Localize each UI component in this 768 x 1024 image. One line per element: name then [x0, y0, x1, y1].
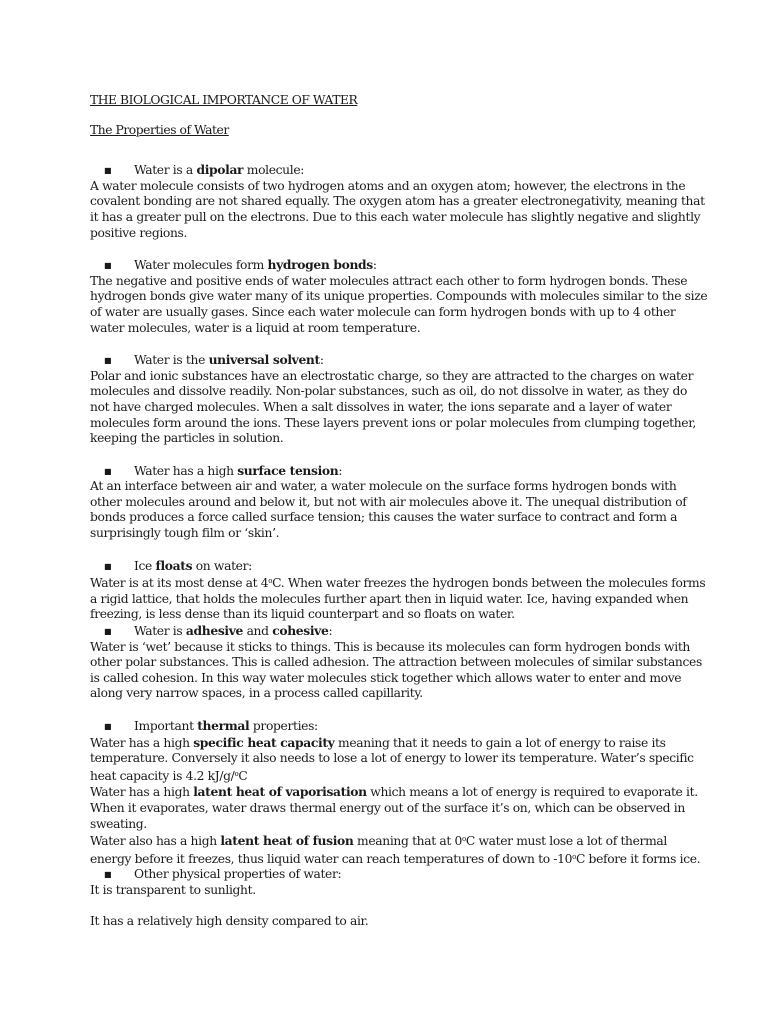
key-term: floats [155, 557, 193, 573]
bullet-icon: ■ [104, 261, 112, 271]
text-run: which means a lot of energy is required to evaporate it. When it evaporates, water draws thermal energy out of the surface it’s on, which can be observed in sweating. [90, 785, 698, 831]
property-surface-tension [90, 463, 708, 542]
heading-text: on water: [192, 558, 252, 573]
key-term: cohesive [272, 623, 329, 639]
paragraph-latent-vaporisation [90, 784, 708, 832]
paragraph-latent-fusion [90, 832, 708, 867]
bullet-heading [90, 257, 708, 274]
text-run: Water also has a high [90, 834, 221, 849]
section-title: The Properties of Water [90, 122, 229, 137]
bullet-heading [90, 162, 708, 179]
text-run: Water has a high [90, 735, 194, 750]
heading-text: properties: [249, 719, 318, 733]
heading-text: molecule: [243, 163, 305, 178]
degree-mark: o [268, 577, 273, 586]
heading-text: : [338, 463, 343, 478]
bullet-heading [90, 463, 708, 480]
key-term: hydrogen bonds [267, 257, 373, 273]
degree-mark: o [234, 769, 239, 778]
heading-text: : [372, 258, 377, 273]
paragraph-specific-heat [90, 735, 708, 785]
text-run: Water is at its most dense at 4 [90, 576, 269, 591]
key-term: thermal [197, 718, 250, 733]
paragraph: It is transparent to sunlight. [90, 882, 256, 897]
key-term: specific heat capacity [193, 734, 335, 750]
degree-mark: o [461, 835, 466, 844]
text-run: meaning that it needs to gain a lot of energy to raise its temperature. Conversely it also needs to lose a lot of energy to lower its temperature. Water’s specific heat capacity is 4.2 kJ/g/ [90, 735, 694, 783]
text-run: C before it forms ice. [575, 851, 701, 866]
heading-text: : [319, 353, 324, 368]
heading-text: Ice [134, 558, 156, 573]
bullet-icon: ■ [104, 466, 112, 476]
paragraph: It has a relatively high density compared to air. [90, 913, 369, 928]
heading-text: Water molecules form [134, 258, 268, 273]
heading-text: Other physical properties of water: [134, 867, 342, 882]
property-hydrogen-bonds [90, 257, 708, 336]
paragraph: Water is ‘wet’ because it sticks to things. This is because its molecules can form hydrogen bonds with other polar substances. This is called adhesion. The attraction between molecules of similar substances is called cohesion. In this way water molecules stick together which allows water to enter and move along very narrow spaces, in a process called capillarity. [90, 639, 702, 701]
property-ice-floats [90, 558, 708, 623]
property-other [90, 867, 708, 929]
heading-text: Water is the [134, 353, 209, 368]
property-universal-solvent [90, 352, 708, 447]
heading-text: Water has a high [134, 463, 238, 478]
spacer [90, 899, 708, 914]
property-adhesive-cohesive [90, 623, 708, 702]
key-term: latent heat of vaporisation [193, 784, 367, 800]
bullet-heading [90, 867, 708, 883]
paragraph: The negative and positive ends of water molecules attract each other to form hydrogen bonds. These hydrogen bonds give water many of its unique properties. Compounds with molecules similar to the size of water are usually gases. Since each water molecule can form hydrogen bonds with up to 4 other water molecules, water is a liquid at room temperature. [90, 273, 708, 335]
bullet-icon: ■ [104, 561, 112, 571]
bullet-heading [90, 623, 708, 640]
key-term: dipolar [196, 162, 244, 178]
bullet-heading [90, 718, 708, 735]
key-term: surface tension [237, 462, 339, 478]
bullet-icon: ■ [104, 722, 112, 731]
degree-mark: o [572, 852, 576, 861]
bullet-heading [90, 352, 708, 369]
bullet-icon: ■ [104, 870, 112, 880]
paragraph: A water molecule consists of two hydrogen atoms and an oxygen atom; however, the electrons in the covalent bonding are not shared equally. The oxygen atom has a greater electronegativity, meaning that it has a greater pull on the electrons. Due to this each water molecule has slightly negative and slightly positive regions. [90, 178, 705, 240]
key-term: universal solvent [208, 352, 320, 368]
property-dipolar [90, 162, 708, 241]
text-run: C water must lose a lot of thermal energy before it freezes, thus liquid water can reach temperatures of down to -10 [90, 834, 667, 866]
key-term: adhesive [185, 623, 244, 639]
heading-text: : [328, 624, 333, 639]
heading-text: and [243, 624, 273, 639]
heading-text: Water is a [134, 163, 197, 178]
bullet-heading [90, 558, 708, 575]
property-thermal [90, 718, 708, 867]
text-run: Water has a high [90, 785, 194, 800]
key-term: latent heat of fusion [220, 833, 354, 849]
heading-text: Important [134, 719, 198, 733]
bullet-icon: ■ [104, 356, 112, 366]
bullet-icon: ■ [104, 627, 112, 637]
bullet-icon: ■ [104, 166, 112, 176]
heading-text: Water is [134, 624, 186, 639]
document-title: THE BIOLOGICAL IMPORTANCE OF WATER [90, 93, 358, 107]
paragraph [90, 574, 708, 623]
text-run: C. When water freezes the hydrogen bonds between the molecules forms a rigid lattice, that holds the molecules further apart then in liquid water. Ice, having expanded when freezing, is less dense than its liquid counterpart and so floats on water. [90, 576, 706, 622]
text-run: C [238, 768, 248, 783]
paragraph: At an interface between air and water, a water molecule on the surface forms hydrogen bonds with other molecules around and below it, but not with air molecules above it. The unequal distribution of bonds produces a force called surface tension; this causes the water surface to contract and form a surprisingly tough film or ‘skin’. [90, 479, 687, 541]
text-run: meaning that at 0 [353, 834, 462, 849]
paragraph: Polar and ionic substances have an electrostatic charge, so they are attracted to the charges on water molecules and dissolve readily. Non-polar substances, such as oil, do not dissolve in water, as they do not have charged molecules. When a salt dissolves in water, the ions separate and a layer of water molecules form around the ions. These layers prevent ions or polar molecules from clumping together, keeping the particles in solution. [90, 368, 696, 446]
